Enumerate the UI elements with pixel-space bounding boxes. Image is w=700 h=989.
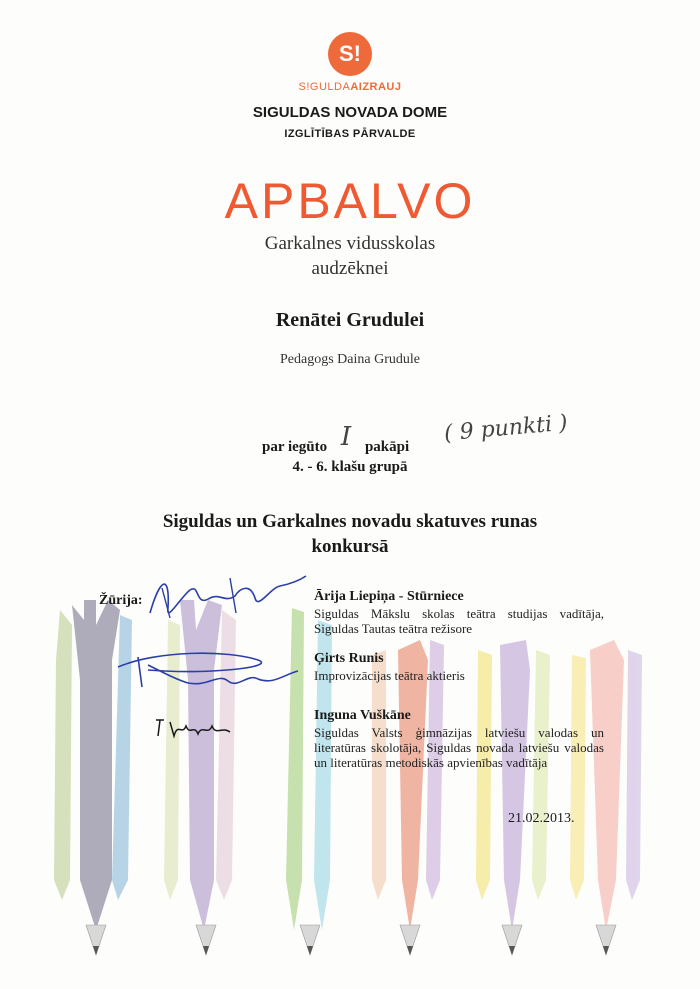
department-name: IZGLĪTĪBAS PĀRVALDE: [284, 128, 416, 140]
jury-member: [314, 650, 465, 683]
contest-name: [0, 509, 700, 559]
jury-label: Žūrija:: [99, 593, 143, 608]
brand-wordmark: [0, 81, 700, 93]
teacher-name: Pedagogs Daina Grudule: [280, 352, 420, 367]
jury-member-description: Improvizācijas teātra aktieris: [314, 668, 465, 683]
award-title: APBALVO: [224, 173, 476, 229]
jury-member-description: Siguldas Valsts ģimnāzijas latviešu valodas un literatūras skolotāja, Siguldas novada latviešu valodas un literatūras metodiskās apvienības vadītāja: [314, 725, 604, 770]
signature-2: [108, 645, 308, 695]
brand-suffix: AIZRAUJ: [350, 81, 402, 93]
jury-member-name: Ģirts Runis: [314, 651, 384, 666]
achievement-suffix: pakāpi: [364, 439, 410, 455]
school-name: Garkalnes vidusskolas: [264, 233, 436, 254]
handwritten-place: I: [340, 422, 352, 452]
recipient-name: Renātei Grudulei: [275, 309, 425, 331]
jury-member: [314, 707, 604, 770]
jury-member-name: Ārija Liepiņa - Stūrniece: [314, 589, 464, 604]
contest-line-1: Siguldas un Garkalnes novadu skatuves runas: [162, 511, 538, 532]
jury-member-description: Siguldas Mākslu skolas teātra studijas vadītāja, Siguldas Tautas teātra režisore: [314, 606, 604, 636]
brand-prefix: S!GULDA: [298, 81, 351, 93]
signature-1: [140, 568, 310, 628]
signature-3: [150, 712, 240, 742]
age-group: 4. - 6. klašu grupā: [292, 459, 408, 475]
jury-member-name: Inguna Vuškāne: [314, 708, 411, 723]
handwritten-points: ( 9 punkti ): [443, 410, 569, 447]
achievement-line: [262, 422, 410, 458]
issue-date: 21.02.2013.: [508, 811, 575, 826]
recipient-role: audzēknei: [311, 258, 389, 279]
jury-member: [314, 588, 604, 636]
achievement-prefix: par iegūto: [262, 439, 328, 455]
contest-line-2: konkursā: [311, 536, 389, 557]
logo-icon: S!: [328, 32, 372, 76]
organization-name: SIGULDAS NOVADA DOME: [252, 104, 448, 121]
